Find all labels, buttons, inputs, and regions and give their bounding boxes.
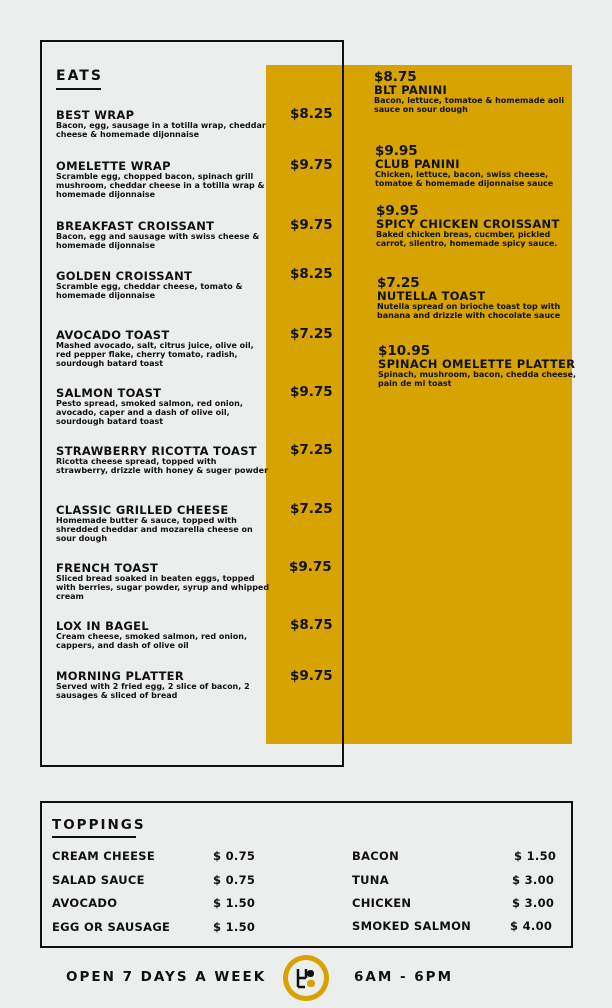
menu-item-name: MORNING PLATTER [56,669,184,683]
menu-item-price: $10.95 [378,343,431,359]
menu-item-desc: Served with 2 fried egg, 2 slice of bacon, 2 sausages & sliced of bread [56,682,250,700]
menu-item-name: STRAWBERRY RICOTTA TOAST [56,444,257,458]
topping-name: CHICKEN [352,896,412,910]
menu-item-name: OMELETTE WRAP [56,159,171,173]
menu-item-desc: Scramble egg, chopped bacon, spinach grill mushroom, cheddar cheese in a totilla wrap & homemade dijonnaise [56,172,265,199]
toppings-heading: TOPPINGS [52,817,146,833]
menu-item-name: AVOCADO TOAST [56,328,170,342]
menu-item-name: CLUB PANINI [375,157,460,171]
menu-item-price: $9.75 [290,668,333,684]
menu-item [56,160,271,199]
topping-name: BACON [352,849,400,863]
menu-item [56,270,271,300]
menu-item-price: $7.25 [377,275,420,291]
menu-item-price: $9.95 [375,143,418,159]
menu-item-price: $9.95 [376,203,419,219]
menu-item-price: $9.75 [289,559,332,575]
topping-name: EGG OR SAUSAGE [52,920,171,934]
menu-item-name: SALMON TOAST [56,386,162,400]
menu-item-desc: Cream cheese, smoked salmon, red onion, cappers, and dash of olive oil [56,632,247,650]
menu-item-name: NUTELLA TOAST [377,289,486,303]
menu-item-price: $9.75 [290,217,333,233]
menu-item-desc: Bacon, lettuce, tomatoe & homemade aoli sauce on sour dough [374,96,565,114]
topping-price: $ 1.50 [514,849,557,863]
menu-item [56,670,271,700]
menu-item [56,387,271,426]
menu-item-name: CLASSIC GRILLED CHEESE [56,503,229,517]
toppings-heading-underline [52,836,136,838]
menu-item-desc: Ricotta cheese spread, topped with strawberry, drizzle with honey & suger powder [56,457,269,475]
menu-item [378,344,578,388]
topping-name: AVOCADO [52,896,118,910]
eats-heading: EATS [56,68,103,84]
menu-item [56,220,271,250]
menu-item [56,329,271,368]
menu-item-desc: Bacon, egg, sausage in a totilla wrap, cheddar cheese & homemade dijonnaise [56,121,266,139]
topping-price: $ 3.00 [512,896,555,910]
topping-price: $ 0.75 [213,849,256,863]
menu-item-price: $7.25 [290,442,333,458]
menu-item-price: $8.75 [374,69,417,85]
menu-item [56,562,271,601]
topping-name: SMOKED SALMON [352,919,472,933]
menu-item-name: FRENCH TOAST [56,561,159,575]
menu-item [56,504,271,543]
menu-item-price: $8.25 [290,106,333,122]
topping-price: $ 4.00 [510,919,553,933]
menu-item-desc: Baked chicken breas, cucmber, pickled carrot, silentro, homemade spicy sauce. [376,230,558,248]
topping-price: $ 1.50 [213,920,256,934]
menu-item-desc: Mashed avocado, salt, citrus juice, olive oil, red pepper flake, cherry tomato, radish, sourdough batard toast [56,341,254,368]
topping-name: TUNA [352,873,389,887]
topping-name: CREAM CHEESE [52,849,156,863]
menu-item-desc: Homemade butter & sauce, topped with shredded cheddar and mozarella cheese on sour dough [56,516,253,543]
menu-item-name: SPINACH OMELETTE PLATTER [378,357,576,371]
menu-item [374,70,574,114]
hours-days: OPEN 7 DAYS A WEEK [66,969,267,985]
menu-item-desc: Nutella spread on brioche toast top with banana and drizzle with chocolate sauce [377,302,561,320]
menu-item-desc: Pesto spread, smoked salmon, red onion, avocado, caper and a dash of olive oil, sourdough batard toast [56,399,243,426]
menu-item [56,620,271,650]
menu-item-desc: Sliced bread soaked in beaten eggs, topped with berries, sugar powder, syrup and whipped cream [56,574,270,601]
menu-item-price: $7.25 [290,501,333,517]
topping-price: $ 0.75 [213,873,256,887]
topping-name: SALAD SAUCE [52,873,145,887]
menu-item-desc: Spinach, mushroom, bacon, chedda cheese, pain de mi toast [378,370,577,388]
menu-item-price: $9.75 [290,384,333,400]
topping-price: $ 1.50 [213,896,256,910]
menu-item-price: $8.25 [290,266,333,282]
eats-heading-underline [56,88,101,90]
menu-item [375,144,575,188]
menu-item-name: SPICY CHICKEN CROISSANT [376,217,560,231]
menu-item [377,276,577,320]
menu-item [56,445,271,475]
topping-price: $ 3.00 [512,873,555,887]
menu-item [376,204,576,248]
hb-logo-icon [283,955,329,1001]
menu-item-desc: Bacon, egg and sausage with swiss cheese & homemade dijonnaise [56,232,260,250]
menu-item-price: $9.75 [290,157,333,173]
menu-item-name: BLT PANINI [374,83,448,97]
menu-item [56,109,271,139]
menu-item-price: $7.25 [290,326,333,342]
menu-item-price: $8.75 [290,617,333,633]
menu-item-desc: Chicken, lettuce, bacon, swiss cheese, tomatoe & homemade dijonnaise sauce [375,170,554,188]
menu-item-name: GOLDEN CROISSANT [56,269,193,283]
menu-item-name: BEST WRAP [56,108,135,122]
hours-time: 6AM - 6PM [354,969,453,985]
menu-item-desc: Scramble egg, cheddar cheese, tomato & homemade dijonnaise [56,282,243,300]
menu-item-name: LOX IN BAGEL [56,619,149,633]
menu-item-name: BREAKFAST CROISSANT [56,219,215,233]
